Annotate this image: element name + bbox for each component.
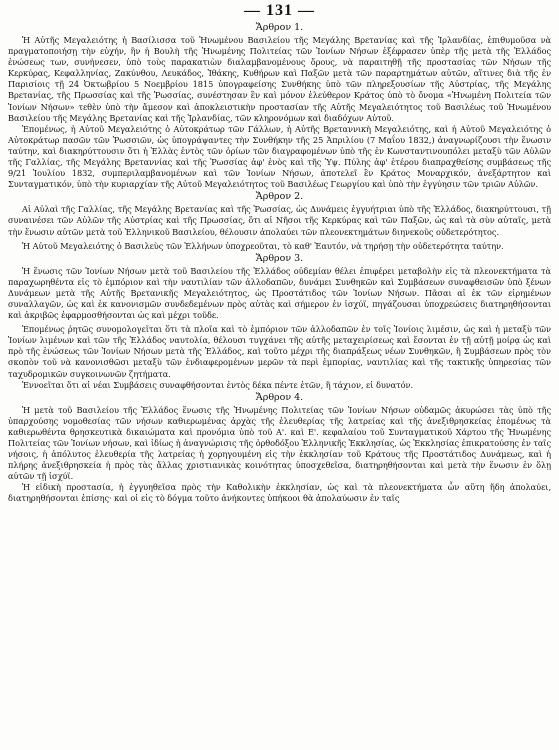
paragraph: Ἐπομένως ῥητῶς συνομολογεῖται ὅτι τὰ πλοῖα καὶ τὸ ἐμπόριον τῶν ἀλλοδαπῶν ἐν τοῖς Ἰονίοις λιμέσιν, ὡς καὶ ἡ μεταξὺ τῶν Ἰονίων λιμένων καὶ τῶν τῆς Ἑλλάδος ναυτολία, θέλουσι τυγχάνει τῆς αὐτῆς μεταχειρίσεως καὶ ἔσονται ἐν τῇ αὐτῇ μοίρᾳ ὡς καὶ πρὸ τῆς ἑνώσεως τῶν Ἰονίων Νήσων μετὰ τῆς Ἑλλάδος, καὶ τοῦτο μέχρι τῆς διαπράξεως νέων Συνθηκῶν, ἢ Συμβάσεων πρὸς τὸν σκοπὸν τοῦ νὰ κανονισθῶσι μεταξὺ τῶν ἐνδιαφερομένων μερῶν τὰ περὶ ἐμπορίας, ναυτιλίας καὶ τῆς τακτικῆς ὑπηρεσίας τῶν ταχυδρομικῶν συγκοινωνῶν ζητήματα.: [8, 324, 551, 379]
document-body: [8, 21, 551, 505]
paragraph: Ἡ εἰδικὴ προστασία, ἡ ἐγγυηθεῖσα πρὸς τὴν Καθολικὴν ἐκκλησίαν, ὡς καὶ τὰ πλεονεκτήματα ὧν αὕτη ἤδη ἀπολαύει, διατηρηθήσονται ἐπίσης· καὶ οἱ εἰς τὸ δόγμα τοῦτο ἀνήκοντες ὑπήκοοι θὰ ἀπολαύωσιν ἐν ταῖς: [8, 482, 551, 504]
article-heading: Ἄρθρον 3.: [255, 252, 304, 264]
paragraph: Αἱ Αὐλαὶ τῆς Γαλλίας, τῆς Μεγάλης Βρετανίας καὶ τῆς Ῥωσσίας, ὡς Δυνάμεις ἐγγυήτριαι ὑπὸ τῆς Ἑλλάδος, διακηρύττουσι, τῇ συναινέσει τῶν Αὐλῶν τῆς Αὐστρίας καὶ τῆς Πρωσσίας, ὅτι αἱ Νῆσοι τῆς Κερκύρας καὶ τῶν Παξῶν, ὡς καὶ τὰ σὺν αὐταῖς, μετὰ τὴν ἕνωσιν αὐτῶν μετὰ τοῦ Ἑλληνικοῦ Βασιλείου, θέλουσιν ἀπολαύει τῶν πλεονεκτημάτων διηνεκοῦς οὐδετερότητος.: [8, 204, 551, 237]
paragraph: Ἡ μετὰ τοῦ Βασιλείου τῆς Ἑλλάδος ἕνωσις τῆς Ἡνωμένης Πολιτείας τῶν Ἰονίων Νήσων οὐδαμῶς ἀκυρώσει τὰς ὑπὸ τῆς ὑπαρχούσης νομοθεσίας τῶν νήσων καθιερωμένας ἀρχὰς τῆς ἐλευθερίας τῆς λατρείας καὶ τῆς ἀνεξιθρησκείας ἐπομένως τὰ καθιερωθέντα θρησκευτικὰ δικαιώματα καὶ προνόμια ὑπὸ τοῦ Α'. καὶ Ε'. κεφαλαίου τοῦ Συνταγματικοῦ Χάρτου τῆς Ἡνωμένης Πολιτείας τῶν Ἰονίων νήσων, καὶ ἰδίως ἡ ἀναγνώρισις τῆς ὀρθοδόξου Ἑλληνικῆς Ἐκκλησίας, ὡς Ἐκκλησίας ἐπικρατούσης ἐν ταῖς νήσοις, ἡ ἀπόλυτος ἐλευθερία τῆς λατρείας ἡ χορηγουμένη εἰς τὴν ἐκκλησίαν τοῦ Κράτους τῆς Προστάτιδος Δυνάμεως, καὶ ἡ πλήρης ἀνεξιθρησκεία ἡ πρὸς τὰς ἄλλας χριστιανικὰς κοινότητας ὑποσχεθεῖσα, διατηρηθήσονται καὶ μετὰ τὴν ἕνωσιν ἐν ὅλῃ αὐτῶν τῇ ἰσχύϊ.: [8, 404, 551, 482]
paragraph: Ἐννοεῖται ὅτι αἱ νέαι Συμβάσεις συναφθήσονται ἐντὸς δέκα πέντε ἐτῶν, ἢ τάχιον, εἰ δυνατόν.: [22, 379, 413, 390]
article-heading: Ἄρθρον 1.: [255, 22, 304, 33]
paragraph: Ἡ ἕνωσις τῶν Ἰονίων Νήσων μετὰ τοῦ Βασιλείου τῆς Ἑλλάδος οὐδεμίαν θέλει ἐπιφέρει μεταβολὴν εἰς τὰ πλεονεκτήματα τὰ παραχωρηθέντα εἰς τὸ ἐμπόριον καὶ τὴν ναυτιλίαν τῶν ἀλλοδαπῶν, δυνάμει Συνθηκῶν καὶ Συμβάσεων συναφθεισῶν ὑπὸ ξένων Δυνάμεων μετὰ τῆς Αὐτῆς Βρετανικῆς Μεγαλειότητος, ὡς Προστάτιδος τῶν Ἰονίων Νήσων. Πᾶσαι αἱ ἐκ τῶν εἰρημένων συναλλαγῶν, ὡς καὶ ἐκ κανονισμῶν συνδεδεμένων πρὸς αὐτὰς καὶ σήμερον ἐν ἰσχύϊ, πηγάζουσαι ὑποχρεώσεις διατηρηθήσονται καὶ ἀκριβῶς ἐφαρμοσθήσονται ὡς καὶ μέχρι τοῦδε.: [8, 265, 551, 321]
paragraph: Ἐπομένως, ἡ Αὐτοῦ Μεγαλειότης ὁ Αὐτοκράτωρ τῶν Γάλλων, ἡ Αὐτῆς Βρεταννικὴ Μεγαλειότης, καὶ ἡ Αὐτοῦ Μεγαλειότης ὁ Αὐτοκράτωρ πασῶν τῶν Ῥωσσιῶν, ὡς ὑπογράψαντες τὴν Συνθήκην τῆς 25 Ἀπριλίου (7 Μαΐου 1832,) ἀναγνωρίζουσι τὴν ἕνωσιν ταύτην, καὶ διακηρύττουσιν ὅτι ἡ Ἑλλὰς ἐντὸς τῶν ὁρίων τῶν διαγραφομένων ὑπὸ τῆς ἐν Κωνσταντινουπόλει μεταξὺ τῶν Αὐλῶν τῆς Γαλλίας, τῆς Μεγάλης Βρεταννίας καὶ τῆς Ῥωσσίας ἀφ' ἑνὸς καὶ τῆς Ὑψ. Πύλης ἀφ' ἑτέρου διαπραχθείσης συμβάσεως τῆς 9/21 Ἰουλίου 1832, συμπεριλαμβανομένων καὶ τῶν Ἰονίων Νήσων, ἀποτελεῖ ἓν Κράτος Μοναρχικόν, ἀνεξάρτητον καὶ Συνταγματικόν, ὑπὸ τὴν κυριαρχίαν τῆς Αὐτοῦ Μεγαλειότητος τοῦ Βασιλέως Γεωργίου καὶ ὑπὸ τὴν ἐγγύησιν τῶν τριῶν Αὐλῶν.: [8, 123, 551, 190]
article-heading: Ἄρθρον 4.: [255, 391, 304, 403]
paragraph: Ἡ Αὐτοῦ Μεγαλειότης ὁ Βασιλεὺς τῶν Ἑλλήνων ὑποχρεοῦται, τὸ καθ' Ἑαυτόν, νὰ τηρήσῃ τὴν οὐδετερότητα ταύτην.: [22, 240, 504, 251]
article-heading: Ἄρθρον 2.: [255, 191, 304, 203]
page-number: — 131 —: [244, 2, 315, 19]
paragraph: Ἡ Αὐτῆς Μεγαλειότης ἡ Βασίλισσα τοῦ Ἡνωμένου Βασιλείου τῆς Μεγάλης Βρετανίας καὶ τῆς Ἰρλανδίας, ἐπιθυμοῦσα νὰ πραγματοποιήσῃ τὴν εὐχήν, ἣν ἡ Βουλὴ τῆς Ἡνωμένης Πολιτείας τῶν Ἰονίων Νήσων ἐξέφρασεν ὑπὲρ τῆς μετὰ τῆς Ἑλλάδος ἑνώσεως των, συνήνεσεν, ὑπὸ τοὺς παρακατιὼν διαλαμβανομένους ὅρους, νὰ παραιτηθῇ τῆς προστασίας τῶν Νήσων τῆς Κερκύρας, Κεφαλληνίας, Ζακύνθου, Λευκάδος, Ἰθάκης, Κυθήρων καὶ Παξῶν μετὰ τῶν παραρτημάτων αὐτῶν, αἵτινες διὰ τῆς ἐν Παρισίοις τῇ 24 Ὀκτωβρίου 5 Νοεμβρίου 1815 ὑπογραφείσης Συνθήκης ὑπὸ τῶν πληρεξουσίων τῆς Αὐστρίας, τῆς Μεγάλης Βρετανίας, τῆς Πρωσσίας καὶ τῆς Ῥωσσίας, συνέστησαν ἓν καὶ μόνον ἐλεύθερον Κράτος ὑπὸ τὸ ὄνομα «Ἡνωμένη Πολιτεία τῶν Ἰονίων Νήσων» τεθὲν ὑπὸ τὴν ἄμεσον καὶ ἀποκλειστικὴν προστασίαν τῆς Αὐτῆς Μεγαλειότητος τοῦ Βασιλέως τοῦ Ἡνωμένου Βασιλείου τῆς Μεγάλης Βρετανίας καὶ τῆς Ἰρλανδίας, τῶν κληρονόμων καὶ διαδόχων Αὐτοῦ.: [8, 35, 551, 123]
